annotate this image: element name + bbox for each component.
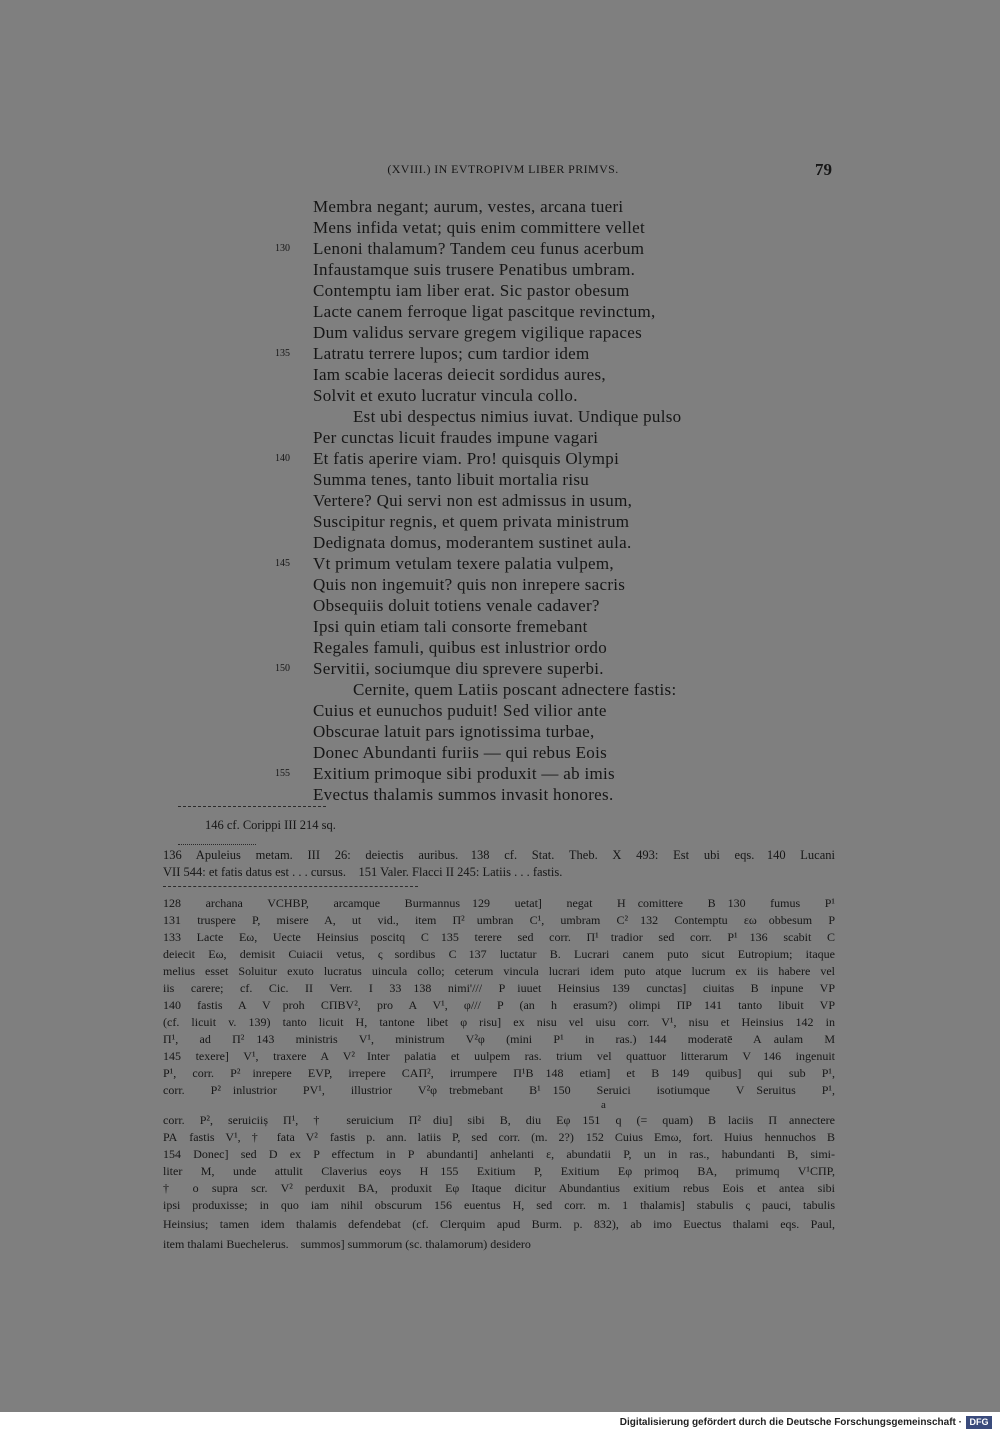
verse-line bbox=[313, 217, 645, 238]
apparatus-line: 154 Donec] sed D ex P effectum in P abundanti] anhelanti ε, abundatii P, un in ras., habundanti B, simi- bbox=[163, 1147, 835, 1161]
separator-rule bbox=[163, 886, 418, 887]
apparatus-line: P¹, corr. P² inrepere EVP, irrepere CAΠ², irrumpere Π¹B 148 etiam] et B 149 quibus] qui sub P¹, bbox=[163, 1066, 835, 1080]
verse-line bbox=[275, 763, 615, 784]
apparatus-line: corr. P², seruiciiș Π¹, † seruicium Π² diu] sibi B, diu Eφ 151 q (= quam) B laciis Π annectere bbox=[163, 1113, 835, 1127]
verse-text: Dum validus servare gregem vigilique rapaces bbox=[313, 323, 643, 342]
verse-text: Infaustamque suis trusere Penatibus umbram. bbox=[313, 260, 636, 279]
verse-line bbox=[313, 679, 676, 700]
apparatus-line: item thalami Buechelerus. summos] summorum (sc. thalamorum) desidero bbox=[163, 1237, 531, 1251]
separator-rule bbox=[178, 844, 256, 845]
sources-line: VII 544: et fatis datus est . . . cursus. 151 Valer. Flacci II 245: Latiis . . . fastis. bbox=[163, 865, 563, 879]
verse-line bbox=[313, 259, 635, 280]
verse-text: Suscipitur regnis, et quem privata ministrum bbox=[313, 512, 630, 531]
verse-text: Vt primum vetulam texere palatia vulpem, bbox=[313, 554, 614, 573]
verse-line bbox=[313, 721, 595, 742]
verse-text: Obscurae latuit pars ignotissima turbae, bbox=[313, 722, 595, 741]
verse-line bbox=[313, 385, 578, 406]
verse-line bbox=[313, 637, 607, 658]
dfg-logo: DFG bbox=[966, 1416, 992, 1429]
verse-line bbox=[313, 742, 607, 763]
apparatus-line: iis carere; cf. Cic. II Verr. I 33 138 nimi'/// P iuuet Heinsius 139 cunctas] ciuitas B inpune VP bbox=[163, 981, 835, 995]
line-number: 145 bbox=[275, 558, 290, 569]
apparatus-line: 140 fastis A V proh CΠBV², pro A V¹, φ/// P (an h erasum?) olimpi ΠP 141 tanto libuit VP bbox=[163, 998, 835, 1012]
apparatus-line: liter M, unde attulit Claverius eoys H 155 Exitium P, Exitium Eφ primoq BA, primumq V¹CΠP, bbox=[163, 1164, 835, 1178]
verse-text: Lacte canem ferroque ligat pascitque revinctum, bbox=[313, 302, 656, 321]
verse-text: Lenoni thalamum? Tandem ceu funus acerbum bbox=[313, 239, 645, 258]
apparatus-line: 145 texere] V¹, traxere A V² Inter palatia et uulpem ras. trium vel quattuor litterarum V 146 ingenuit bbox=[163, 1049, 835, 1063]
line-number: 130 bbox=[275, 243, 290, 254]
verse-text: Per cunctas licuit fraudes impune vagari bbox=[313, 428, 599, 447]
verse-text: Contemptu iam liber erat. Sic pastor obesum bbox=[313, 281, 630, 300]
verse-line bbox=[313, 322, 642, 343]
verse-text: Est ubi despectus nimius iuvat. Undique pulso bbox=[353, 407, 682, 426]
funding-credit: Digitalisierung gefördert durch die Deutsche Forschungsgemeinschaft · bbox=[619, 1417, 962, 1428]
digitization-footer bbox=[0, 1412, 1000, 1434]
apparatus-line: deiecit Eω, demisit Cuiacii vetus, ς sordibus C 137 luctatur B. Lucrari canem puto sicut Eutropium; itaque bbox=[163, 947, 835, 961]
verse-text: Membra negant; aurum, vestes, arcana tueri bbox=[313, 197, 624, 216]
apparatus-line: 128 archana VCHBP, arcamque Burmannus 129 uetat] negat H comittere B 130 fumus P¹ bbox=[163, 896, 835, 910]
verse-text: Cernite, quem Latiis poscant adnectere fastis: bbox=[353, 680, 677, 699]
line-number: 135 bbox=[275, 348, 290, 359]
verse-text: Ipsi quin etiam tali consorte fremebant bbox=[313, 617, 588, 636]
verse-line bbox=[313, 574, 625, 595]
verse-text: Summa tenes, tanto libuit mortalia risu bbox=[313, 470, 590, 489]
verse-text: Evectus thalamis summos invasit honores. bbox=[313, 785, 614, 804]
verse-line bbox=[313, 616, 588, 637]
apparatus-line: ipsi produxisse; in quo iam nihil obscurum 156 euentus H, sed corr. m. 1 thalamis] stabulis ς pauci, tabulis bbox=[163, 1198, 835, 1212]
verse-line bbox=[313, 490, 632, 511]
apparatus-line: Π¹, ad Π² 143 ministris V¹, ministrum V²φ (mini P¹ in ras.) 144 moderatē A aulam M bbox=[163, 1032, 835, 1046]
apparatus-line: melius esset Soluitur exuto lucratus uincula collo; ceterum vincula lucrari idem puto atque lucrum ex iis habere vel bbox=[163, 964, 835, 978]
verse-line bbox=[275, 238, 645, 259]
apparatus-line: 131 truspere P, misere A, ut vid., item Π² umbran C¹, umbram C² 132 Contemptu εω obbesum P bbox=[163, 913, 835, 927]
verse-text: Cuius et eunuchos puduit! Sed vilior ante bbox=[313, 701, 607, 720]
apparatus-line: † o supra scr. V² perduxit BA, produxit Eφ Itaque dicitur Abundantius exitium rebus Eois et antea sibi bbox=[163, 1181, 835, 1195]
testimonia-note: 146 cf. Corippi III 214 sq. bbox=[205, 818, 336, 832]
verse-text: Iam scabie laceras deiecit sordidus aures, bbox=[313, 365, 606, 384]
verse-line bbox=[313, 427, 598, 448]
apparatus-superscript: a bbox=[601, 1099, 606, 1111]
verse-text: Regales famuli, quibus est inlustrior ordo bbox=[313, 638, 608, 657]
line-number: 155 bbox=[275, 768, 290, 779]
sources-line: 136 Apuleius metam. III 26: deiectis auribus. 138 cf. Stat. Theb. X 493: Est ubi eqs. 140 Lucani bbox=[163, 848, 835, 862]
verse-line bbox=[313, 784, 614, 805]
verse-line bbox=[313, 511, 629, 532]
verse-line bbox=[275, 343, 590, 364]
verse-text: Exitium primoque sibi produxit — ab imis bbox=[313, 764, 615, 783]
verse-line bbox=[313, 406, 681, 427]
apparatus-line: Heinsius; tamen idem thalamis defendebat (cf. Clerquim apud Burm. p. 832), ab imo Euectus thalami eqs. Paul, bbox=[163, 1217, 835, 1231]
apparatus-line: 133 Lacte Eω, Uecte Heinsius poscitq C 135 terere sed corr. Π¹ tradior sed corr. P¹ 136 scabit C bbox=[163, 930, 835, 944]
verse-text: Obsequiis doluit totiens venale cadaver? bbox=[313, 596, 600, 615]
verse-text: Solvit et exuto lucratur vincula collo. bbox=[313, 386, 578, 405]
verse-text: Latratu terrere lupos; cum tardior idem bbox=[313, 344, 590, 363]
verse-line bbox=[313, 280, 629, 301]
verse-line bbox=[313, 595, 600, 616]
verse-line bbox=[275, 448, 620, 469]
verse-text: Servitii, sociumque diu sprevere superbi. bbox=[313, 659, 604, 678]
verse-line bbox=[313, 469, 589, 490]
verse-line bbox=[313, 532, 632, 553]
line-number: 150 bbox=[275, 663, 290, 674]
verse-text: Quis non ingemuit? quis non inrepere sacris bbox=[313, 575, 626, 594]
verse-line bbox=[313, 364, 606, 385]
separator-rule bbox=[178, 806, 326, 807]
verse-text: Dedignata domus, moderantem sustinet aula. bbox=[313, 533, 632, 552]
page-number: 79 bbox=[815, 160, 832, 179]
verse-line bbox=[275, 553, 614, 574]
verse-text: Donec Abundanti furiis — qui rebus Eois bbox=[313, 743, 608, 762]
verse-line bbox=[313, 196, 623, 217]
apparatus-line: corr. P² inlustrior PV¹, illustrior V²φ trebmebant B¹ 150 Seruici isotiumque V Seruitus P¹, bbox=[163, 1083, 835, 1097]
running-title: (XVIII.) IN EVTROPIVM LIBER PRIMVS. bbox=[387, 162, 619, 176]
apparatus-line: (cf. licuit v. 139) tanto licuit H, tantone libet φ risu] ex nisu vel uisu corr. V¹, nisu et Heinsius 142 in bbox=[163, 1015, 835, 1029]
verse-text: Vertere? Qui servi non est admissus in usum, bbox=[313, 491, 633, 510]
verse-text: Et fatis aperire viam. Pro! quisquis Olympi bbox=[313, 449, 620, 468]
verse-line bbox=[313, 700, 607, 721]
line-number: 140 bbox=[275, 453, 290, 464]
apparatus-line: PA fastis V¹, † fata V² fastis p. ann. latiis P, sed corr. (m. 2?) 152 Cuius Emω, fort. Huius hennuchos B bbox=[163, 1130, 835, 1144]
verse-text: Mens infida vetat; quis enim committere vellet bbox=[313, 218, 645, 237]
verse-line bbox=[313, 301, 656, 322]
verse-line bbox=[275, 658, 604, 679]
